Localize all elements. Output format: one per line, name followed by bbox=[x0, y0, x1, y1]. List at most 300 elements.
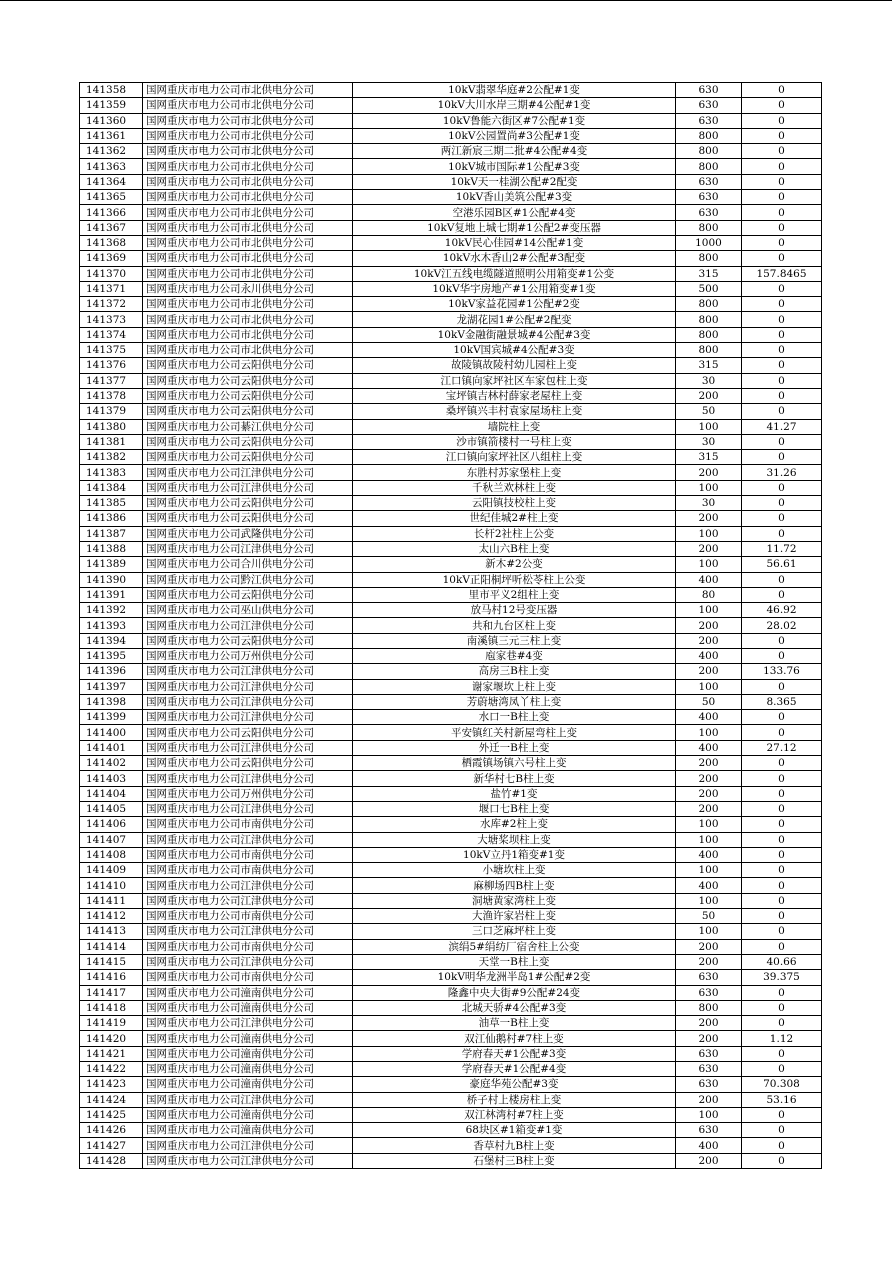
table-row bbox=[80, 205, 822, 220]
company-cell: 国网重庆市电力公司云阳供电分公司 bbox=[143, 450, 353, 465]
value-cell: 0 bbox=[742, 1123, 822, 1138]
transformer-name-cell: 平安镇红关村新屋弯柱上变 bbox=[353, 725, 676, 740]
value-cell: 8.365 bbox=[742, 694, 822, 709]
transformer-name-cell: 栖霞镇场镇六号柱上变 bbox=[353, 756, 676, 771]
row-id-cell: 141366 bbox=[80, 205, 143, 220]
table-row bbox=[80, 526, 822, 541]
value-cell: 133.76 bbox=[742, 664, 822, 679]
transformer-name-cell: 龙湖花园1#公配#2配变 bbox=[353, 312, 676, 327]
table-row bbox=[80, 373, 822, 388]
value-cell: 0 bbox=[742, 373, 822, 388]
value-cell: 0 bbox=[742, 174, 822, 189]
table-row bbox=[80, 1092, 822, 1107]
row-id-cell: 141379 bbox=[80, 404, 143, 419]
transformer-name-cell: 太山六B柱上变 bbox=[353, 541, 676, 556]
company-cell: 国网重庆市电力公司黔江供电分公司 bbox=[143, 572, 353, 587]
company-cell: 国网重庆市电力公司合川供电分公司 bbox=[143, 557, 353, 572]
table-row bbox=[80, 98, 822, 113]
row-id-cell: 141401 bbox=[80, 740, 143, 755]
row-id-cell: 141416 bbox=[80, 970, 143, 985]
table-row bbox=[80, 251, 822, 266]
company-cell: 国网重庆市电力公司武隆供电分公司 bbox=[143, 526, 353, 541]
company-cell: 国网重庆市电力公司江津供电分公司 bbox=[143, 1153, 353, 1168]
table-row bbox=[80, 297, 822, 312]
transformer-name-cell: 世纪佳城2#柱上变 bbox=[353, 511, 676, 526]
transformer-name-cell: 墙院柱上变 bbox=[353, 419, 676, 434]
company-cell: 国网重庆市电力公司云阳供电分公司 bbox=[143, 725, 353, 740]
capacity-cell: 630 bbox=[676, 113, 742, 128]
row-id-cell: 141374 bbox=[80, 327, 143, 342]
row-id-cell: 141409 bbox=[80, 863, 143, 878]
row-id-cell: 141359 bbox=[80, 98, 143, 113]
value-cell: 70.308 bbox=[742, 1077, 822, 1092]
capacity-cell: 100 bbox=[676, 480, 742, 495]
company-cell: 国网重庆市电力公司江津供电分公司 bbox=[143, 801, 353, 816]
row-id-cell: 141426 bbox=[80, 1123, 143, 1138]
capacity-cell: 800 bbox=[676, 144, 742, 159]
capacity-cell: 800 bbox=[676, 251, 742, 266]
company-cell: 国网重庆市电力公司市北供电分公司 bbox=[143, 144, 353, 159]
company-cell: 国网重庆市电力公司江津供电分公司 bbox=[143, 480, 353, 495]
company-cell: 国网重庆市电力公司江津供电分公司 bbox=[143, 710, 353, 725]
company-cell: 国网重庆市电力公司潼南供电分公司 bbox=[143, 1123, 353, 1138]
row-id-cell: 141419 bbox=[80, 1016, 143, 1031]
transformer-name-cell: 三口芝麻坪柱上变 bbox=[353, 924, 676, 939]
company-cell: 国网重庆市电力公司江津供电分公司 bbox=[143, 664, 353, 679]
table-row bbox=[80, 603, 822, 618]
transformer-name-cell: 长杆2社柱上公变 bbox=[353, 526, 676, 541]
capacity-cell: 630 bbox=[676, 985, 742, 1000]
company-cell: 国网重庆市电力公司江津供电分公司 bbox=[143, 541, 353, 556]
transformer-name-cell: 沙市镇箭楼村一号柱上变 bbox=[353, 434, 676, 449]
row-id-cell: 141361 bbox=[80, 128, 143, 143]
transformer-name-cell: 10kV立丹1箱变#1变 bbox=[353, 847, 676, 862]
capacity-cell: 100 bbox=[676, 725, 742, 740]
value-cell: 0 bbox=[742, 113, 822, 128]
value-cell: 0 bbox=[742, 633, 822, 648]
transformer-name-cell: 10kV复地上城七期#1公配2#变压器 bbox=[353, 220, 676, 235]
company-cell: 国网重庆市电力公司江津供电分公司 bbox=[143, 679, 353, 694]
value-cell: 0 bbox=[742, 710, 822, 725]
table-row bbox=[80, 1031, 822, 1046]
value-cell: 0 bbox=[742, 83, 822, 98]
capacity-cell: 800 bbox=[676, 327, 742, 342]
company-cell: 国网重庆市电力公司市北供电分公司 bbox=[143, 174, 353, 189]
transformer-name-cell: 油草一B柱上变 bbox=[353, 1016, 676, 1031]
value-cell: 56.61 bbox=[742, 557, 822, 572]
company-cell: 国网重庆市电力公司市北供电分公司 bbox=[143, 128, 353, 143]
transformer-name-cell: 10kV天一桂湖公配#2配变 bbox=[353, 174, 676, 189]
row-id-cell: 141399 bbox=[80, 710, 143, 725]
company-cell: 国网重庆市电力公司市北供电分公司 bbox=[143, 205, 353, 220]
transformer-name-cell: 天堂一B柱上变 bbox=[353, 954, 676, 969]
company-cell: 国网重庆市电力公司市北供电分公司 bbox=[143, 266, 353, 281]
value-cell: 1.12 bbox=[742, 1031, 822, 1046]
capacity-cell: 200 bbox=[676, 633, 742, 648]
capacity-cell: 100 bbox=[676, 832, 742, 847]
table-row bbox=[80, 786, 822, 801]
capacity-cell: 100 bbox=[676, 526, 742, 541]
row-id-cell: 141427 bbox=[80, 1138, 143, 1153]
row-id-cell: 141412 bbox=[80, 909, 143, 924]
value-cell: 0 bbox=[742, 587, 822, 602]
table-row bbox=[80, 266, 822, 281]
company-cell: 国网重庆市电力公司江津供电分公司 bbox=[143, 618, 353, 633]
company-cell: 国网重庆市电力公司江津供电分公司 bbox=[143, 1092, 353, 1107]
table-row bbox=[80, 511, 822, 526]
table-row bbox=[80, 83, 822, 98]
row-id-cell: 141365 bbox=[80, 190, 143, 205]
table-row bbox=[80, 954, 822, 969]
value-cell: 0 bbox=[742, 725, 822, 740]
table-row bbox=[80, 572, 822, 587]
table-row bbox=[80, 388, 822, 403]
table-row bbox=[80, 327, 822, 342]
company-cell: 国网重庆市电力公司潼南供电分公司 bbox=[143, 985, 353, 1000]
capacity-cell: 30 bbox=[676, 434, 742, 449]
transformer-name-cell: 宝坪镇吉林村薛家老屋柱上变 bbox=[353, 388, 676, 403]
capacity-cell: 800 bbox=[676, 343, 742, 358]
value-cell: 0 bbox=[742, 1016, 822, 1031]
transformer-name-cell: 10kV水木香山2#公配#3配变 bbox=[353, 251, 676, 266]
transformer-name-cell: 10kV鲁能六街区#7公配#1变 bbox=[353, 113, 676, 128]
transformer-table bbox=[79, 82, 822, 1169]
table-row bbox=[80, 863, 822, 878]
value-cell: 0 bbox=[742, 786, 822, 801]
value-cell: 0 bbox=[742, 388, 822, 403]
company-cell: 国网重庆市电力公司市北供电分公司 bbox=[143, 190, 353, 205]
capacity-cell: 200 bbox=[676, 786, 742, 801]
value-cell: 0 bbox=[742, 281, 822, 296]
transformer-name-cell: 10kV明华龙洲半岛1#公配#2变 bbox=[353, 970, 676, 985]
value-cell: 0 bbox=[742, 893, 822, 908]
value-cell: 0 bbox=[742, 572, 822, 587]
company-cell: 国网重庆市电力公司云阳供电分公司 bbox=[143, 388, 353, 403]
row-id-cell: 141404 bbox=[80, 786, 143, 801]
company-cell: 国网重庆市电力公司潼南供电分公司 bbox=[143, 1107, 353, 1122]
row-id-cell: 141364 bbox=[80, 174, 143, 189]
row-id-cell: 141424 bbox=[80, 1092, 143, 1107]
transformer-name-cell: 高房三B柱上变 bbox=[353, 664, 676, 679]
table-row bbox=[80, 358, 822, 373]
value-cell: 0 bbox=[742, 771, 822, 786]
capacity-cell: 30 bbox=[676, 373, 742, 388]
transformer-name-cell: 千秋兰欢林柱上变 bbox=[353, 480, 676, 495]
capacity-cell: 630 bbox=[676, 1077, 742, 1092]
row-id-cell: 141413 bbox=[80, 924, 143, 939]
row-id-cell: 141408 bbox=[80, 847, 143, 862]
capacity-cell: 100 bbox=[676, 557, 742, 572]
capacity-cell: 630 bbox=[676, 1123, 742, 1138]
capacity-cell: 630 bbox=[676, 1062, 742, 1077]
capacity-cell: 50 bbox=[676, 404, 742, 419]
capacity-cell: 400 bbox=[676, 710, 742, 725]
company-cell: 国网重庆市电力公司江津供电分公司 bbox=[143, 771, 353, 786]
table-row bbox=[80, 1062, 822, 1077]
value-cell: 0 bbox=[742, 1000, 822, 1015]
value-cell: 0 bbox=[742, 450, 822, 465]
table-row bbox=[80, 1046, 822, 1061]
transformer-name-cell: 里市平义2组柱上变 bbox=[353, 587, 676, 602]
transformer-name-cell: 桑坪镇兴丰村袁家屋场柱上变 bbox=[353, 404, 676, 419]
table-row bbox=[80, 1123, 822, 1138]
capacity-cell: 400 bbox=[676, 572, 742, 587]
capacity-cell: 200 bbox=[676, 756, 742, 771]
table-row bbox=[80, 801, 822, 816]
transformer-name-cell: 谢家堰坎上柱上变 bbox=[353, 679, 676, 694]
company-cell: 国网重庆市电力公司市南供电分公司 bbox=[143, 909, 353, 924]
capacity-cell: 800 bbox=[676, 128, 742, 143]
company-cell: 国网重庆市电力公司江津供电分公司 bbox=[143, 1138, 353, 1153]
company-cell: 国网重庆市电力公司市南供电分公司 bbox=[143, 847, 353, 862]
row-id-cell: 141403 bbox=[80, 771, 143, 786]
transformer-name-cell: 10kV香山美筑公配#3变 bbox=[353, 190, 676, 205]
table-row bbox=[80, 1153, 822, 1168]
transformer-name-cell: 芳蔚塘湾凤丫柱上变 bbox=[353, 694, 676, 709]
company-cell: 国网重庆市电力公司云阳供电分公司 bbox=[143, 434, 353, 449]
company-cell: 国网重庆市电力公司万州供电分公司 bbox=[143, 786, 353, 801]
value-cell: 0 bbox=[742, 128, 822, 143]
transformer-name-cell: 故陵镇故陵村幼儿园柱上变 bbox=[353, 358, 676, 373]
company-cell: 国网重庆市电力公司市南供电分公司 bbox=[143, 970, 353, 985]
row-id-cell: 141421 bbox=[80, 1046, 143, 1061]
capacity-cell: 630 bbox=[676, 205, 742, 220]
row-id-cell: 141423 bbox=[80, 1077, 143, 1092]
transformer-name-cell: 10kV江五线电缆隧道照明公用箱变#1公变 bbox=[353, 266, 676, 281]
capacity-cell: 200 bbox=[676, 1153, 742, 1168]
capacity-cell: 315 bbox=[676, 266, 742, 281]
table-row bbox=[80, 312, 822, 327]
row-id-cell: 141387 bbox=[80, 526, 143, 541]
capacity-cell: 200 bbox=[676, 618, 742, 633]
transformer-name-cell: 68块区#1箱变#1变 bbox=[353, 1123, 676, 1138]
table-row bbox=[80, 144, 822, 159]
capacity-cell: 800 bbox=[676, 297, 742, 312]
table-row bbox=[80, 756, 822, 771]
row-id-cell: 141393 bbox=[80, 618, 143, 633]
transformer-name-cell: 10kV民心佳园#14公配#1变 bbox=[353, 235, 676, 250]
value-cell: 0 bbox=[742, 496, 822, 511]
value-cell: 0 bbox=[742, 878, 822, 893]
table-row bbox=[80, 434, 822, 449]
capacity-cell: 200 bbox=[676, 1031, 742, 1046]
row-id-cell: 141417 bbox=[80, 985, 143, 1000]
row-id-cell: 141376 bbox=[80, 358, 143, 373]
table-row bbox=[80, 235, 822, 250]
table-row bbox=[80, 174, 822, 189]
company-cell: 国网重庆市电力公司江津供电分公司 bbox=[143, 740, 353, 755]
row-id-cell: 141383 bbox=[80, 465, 143, 480]
capacity-cell: 200 bbox=[676, 664, 742, 679]
row-id-cell: 141392 bbox=[80, 603, 143, 618]
capacity-cell: 800 bbox=[676, 312, 742, 327]
value-cell: 46.92 bbox=[742, 603, 822, 618]
row-id-cell: 141407 bbox=[80, 832, 143, 847]
transformer-name-cell: 10kV大川水岸三期#4公配#1变 bbox=[353, 98, 676, 113]
company-cell: 国网重庆市电力公司云阳供电分公司 bbox=[143, 587, 353, 602]
table-row bbox=[80, 648, 822, 663]
capacity-cell: 315 bbox=[676, 450, 742, 465]
value-cell: 0 bbox=[742, 817, 822, 832]
row-id-cell: 141400 bbox=[80, 725, 143, 740]
row-id-cell: 141420 bbox=[80, 1031, 143, 1046]
transformer-name-cell: 10kV华宇房地产#1公用箱变#1变 bbox=[353, 281, 676, 296]
value-cell: 0 bbox=[742, 480, 822, 495]
capacity-cell: 100 bbox=[676, 1107, 742, 1122]
value-cell: 0 bbox=[742, 511, 822, 526]
capacity-cell: 500 bbox=[676, 281, 742, 296]
transformer-name-cell: 东胜村苏家堡柱上变 bbox=[353, 465, 676, 480]
value-cell: 0 bbox=[742, 985, 822, 1000]
table-row bbox=[80, 1000, 822, 1015]
value-cell: 0 bbox=[742, 434, 822, 449]
transformer-name-cell: 放马村12号变压器 bbox=[353, 603, 676, 618]
value-cell: 0 bbox=[742, 1138, 822, 1153]
company-cell: 国网重庆市电力公司潼南供电分公司 bbox=[143, 1031, 353, 1046]
value-cell: 0 bbox=[742, 327, 822, 342]
value-cell: 0 bbox=[742, 1153, 822, 1168]
capacity-cell: 630 bbox=[676, 83, 742, 98]
row-id-cell: 141367 bbox=[80, 220, 143, 235]
value-cell: 0 bbox=[742, 863, 822, 878]
capacity-cell: 1000 bbox=[676, 235, 742, 250]
table-row bbox=[80, 985, 822, 1000]
capacity-cell: 630 bbox=[676, 174, 742, 189]
value-cell: 0 bbox=[742, 847, 822, 862]
row-id-cell: 141390 bbox=[80, 572, 143, 587]
page-top-rule bbox=[0, 0, 892, 1]
value-cell: 0 bbox=[742, 1107, 822, 1122]
transformer-name-cell: 10kV金融街融景城#4公配#3变 bbox=[353, 327, 676, 342]
table-row bbox=[80, 419, 822, 434]
transformer-name-cell: 10kV公园置尚#3公配#1变 bbox=[353, 128, 676, 143]
value-cell: 0 bbox=[742, 909, 822, 924]
capacity-cell: 630 bbox=[676, 98, 742, 113]
company-cell: 国网重庆市电力公司市北供电分公司 bbox=[143, 297, 353, 312]
row-id-cell: 141422 bbox=[80, 1062, 143, 1077]
company-cell: 国网重庆市电力公司江津供电分公司 bbox=[143, 465, 353, 480]
transformer-name-cell: 石堡村三B柱上变 bbox=[353, 1153, 676, 1168]
row-id-cell: 141415 bbox=[80, 954, 143, 969]
value-cell: 0 bbox=[742, 251, 822, 266]
capacity-cell: 100 bbox=[676, 679, 742, 694]
table-row bbox=[80, 1138, 822, 1153]
value-cell: 11.72 bbox=[742, 541, 822, 556]
capacity-cell: 200 bbox=[676, 1092, 742, 1107]
table-row bbox=[80, 281, 822, 296]
transformer-name-cell: 学府春天#1公配#3变 bbox=[353, 1046, 676, 1061]
table-row bbox=[80, 970, 822, 985]
value-cell: 53.16 bbox=[742, 1092, 822, 1107]
row-id-cell: 141396 bbox=[80, 664, 143, 679]
company-cell: 国网重庆市电力公司江津供电分公司 bbox=[143, 832, 353, 847]
table-row bbox=[80, 480, 822, 495]
value-cell: 0 bbox=[742, 98, 822, 113]
table-row bbox=[80, 587, 822, 602]
transformer-name-cell: 小塘坎柱上变 bbox=[353, 863, 676, 878]
capacity-cell: 200 bbox=[676, 939, 742, 954]
capacity-cell: 800 bbox=[676, 159, 742, 174]
company-cell: 国网重庆市电力公司市北供电分公司 bbox=[143, 98, 353, 113]
capacity-cell: 200 bbox=[676, 801, 742, 816]
transformer-name-cell: 云阳镇技校柱上变 bbox=[353, 496, 676, 511]
transformer-name-cell: 盐竹#1变 bbox=[353, 786, 676, 801]
value-cell: 0 bbox=[742, 343, 822, 358]
table-row bbox=[80, 541, 822, 556]
table-body bbox=[80, 83, 822, 1169]
value-cell: 0 bbox=[742, 1046, 822, 1061]
row-id-cell: 141382 bbox=[80, 450, 143, 465]
capacity-cell: 630 bbox=[676, 190, 742, 205]
company-cell: 国网重庆市电力公司江津供电分公司 bbox=[143, 1016, 353, 1031]
row-id-cell: 141411 bbox=[80, 893, 143, 908]
table-row bbox=[80, 450, 822, 465]
row-id-cell: 141398 bbox=[80, 694, 143, 709]
table-row bbox=[80, 465, 822, 480]
transformer-name-cell: 10kV国宾城#4公配#3变 bbox=[353, 343, 676, 358]
row-id-cell: 141372 bbox=[80, 297, 143, 312]
company-cell: 国网重庆市电力公司巫山供电分公司 bbox=[143, 603, 353, 618]
value-cell: 0 bbox=[742, 190, 822, 205]
row-id-cell: 141425 bbox=[80, 1107, 143, 1122]
table-row bbox=[80, 832, 822, 847]
transformer-name-cell: 双江林湾村#7柱上变 bbox=[353, 1107, 676, 1122]
table-row bbox=[80, 1107, 822, 1122]
row-id-cell: 141381 bbox=[80, 434, 143, 449]
table-row bbox=[80, 190, 822, 205]
table-row bbox=[80, 113, 822, 128]
capacity-cell: 800 bbox=[676, 220, 742, 235]
value-cell: 0 bbox=[742, 924, 822, 939]
row-id-cell: 141380 bbox=[80, 419, 143, 434]
capacity-cell: 200 bbox=[676, 1016, 742, 1031]
value-cell: 31.26 bbox=[742, 465, 822, 480]
capacity-cell: 200 bbox=[676, 954, 742, 969]
row-id-cell: 141406 bbox=[80, 817, 143, 832]
table-row bbox=[80, 128, 822, 143]
value-cell: 0 bbox=[742, 679, 822, 694]
capacity-cell: 400 bbox=[676, 878, 742, 893]
table-row bbox=[80, 939, 822, 954]
company-cell: 国网重庆市电力公司云阳供电分公司 bbox=[143, 511, 353, 526]
company-cell: 国网重庆市电力公司市南供电分公司 bbox=[143, 863, 353, 878]
capacity-cell: 100 bbox=[676, 419, 742, 434]
transformer-name-cell: 新木#2公变 bbox=[353, 557, 676, 572]
capacity-cell: 30 bbox=[676, 496, 742, 511]
table-row bbox=[80, 1016, 822, 1031]
company-cell: 国网重庆市电力公司云阳供电分公司 bbox=[143, 358, 353, 373]
capacity-cell: 200 bbox=[676, 388, 742, 403]
transformer-name-cell: 隆鑫中央大街#9公配#24变 bbox=[353, 985, 676, 1000]
value-cell: 0 bbox=[742, 756, 822, 771]
company-cell: 国网重庆市电力公司江津供电分公司 bbox=[143, 954, 353, 969]
transformer-name-cell: 豪庭华苑公配#3变 bbox=[353, 1077, 676, 1092]
row-id-cell: 141428 bbox=[80, 1153, 143, 1168]
capacity-cell: 100 bbox=[676, 863, 742, 878]
value-cell: 0 bbox=[742, 312, 822, 327]
company-cell: 国网重庆市电力公司市北供电分公司 bbox=[143, 113, 353, 128]
transformer-name-cell: 麻柳场四B柱上变 bbox=[353, 878, 676, 893]
transformer-name-cell: 学府春天#1公配#4变 bbox=[353, 1062, 676, 1077]
value-cell: 0 bbox=[742, 404, 822, 419]
table-row bbox=[80, 893, 822, 908]
value-cell: 0 bbox=[742, 1062, 822, 1077]
transformer-name-cell: 外迁一B柱上变 bbox=[353, 740, 676, 755]
company-cell: 国网重庆市电力公司江津供电分公司 bbox=[143, 878, 353, 893]
row-id-cell: 141370 bbox=[80, 266, 143, 281]
capacity-cell: 100 bbox=[676, 603, 742, 618]
capacity-cell: 200 bbox=[676, 541, 742, 556]
